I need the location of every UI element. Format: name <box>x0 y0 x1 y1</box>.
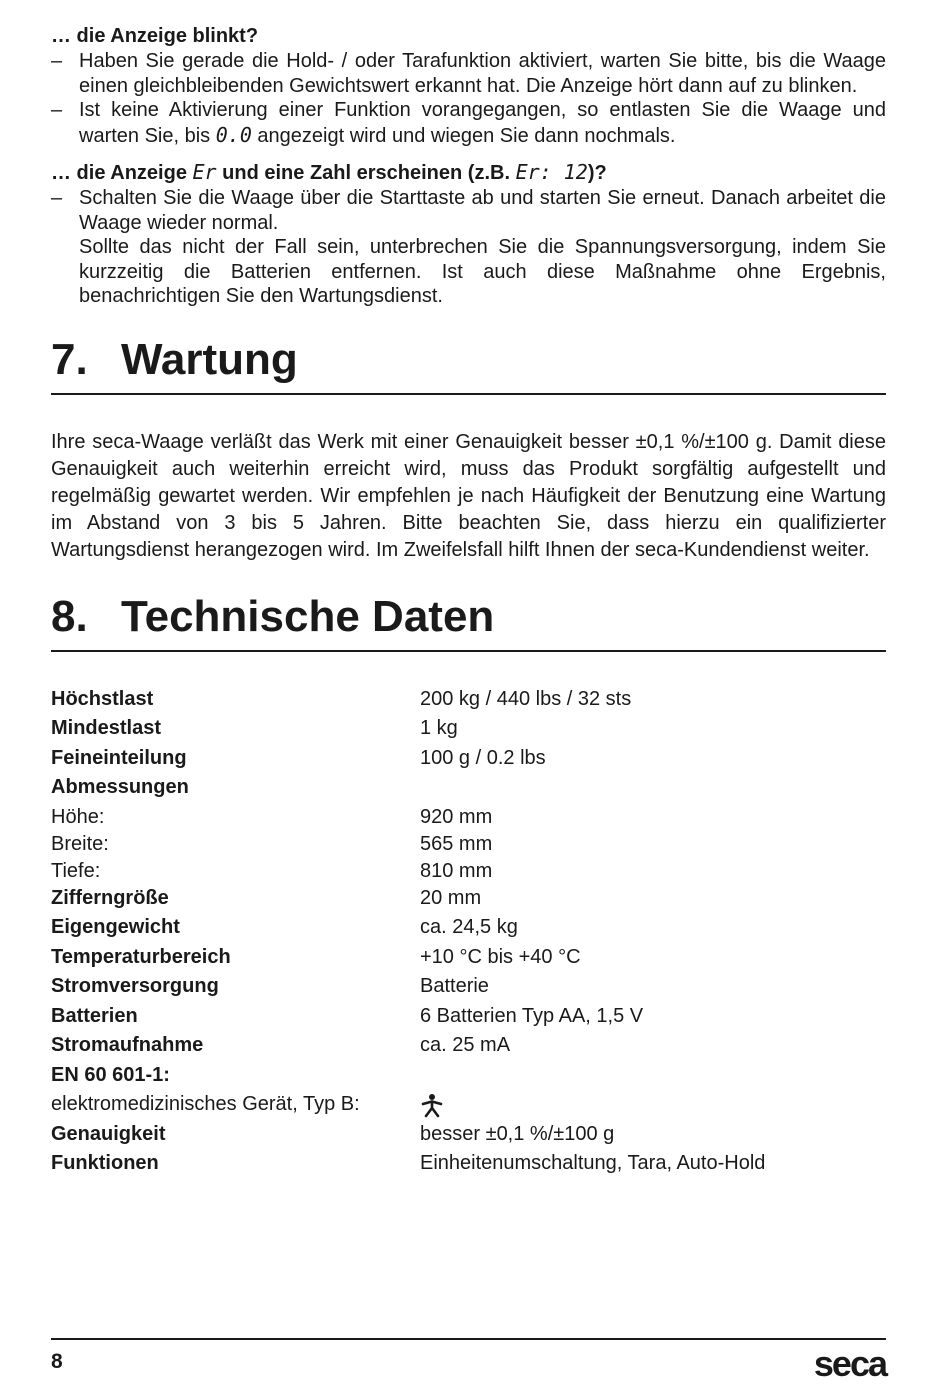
faq-question-error: … die Anzeige Er und eine Zahl erscheinen (z.B. Er: 12)? <box>51 160 607 184</box>
spec-row: Feineinteilung 100 g / 0.2 lbs <box>51 746 546 769</box>
spec-row: Höhe: 920 mm <box>51 805 493 828</box>
faq-answers-blinking <box>51 49 886 148</box>
display-readout: 0.0 <box>215 122 252 147</box>
section-heading-wartung: 7. Wartung <box>51 335 886 395</box>
spec-row: Genauigkeit besser ±0,1 %/±100 g <box>51 1122 615 1145</box>
faq-answer: – Ist keine Aktivierung einer Funktion vorangegangen, so entlasten Sie die Waage und warten Sie, bis 0.0 angezeigt wird und wiegen Sie dann nochmals. <box>51 99 886 147</box>
faq-answers-error <box>51 186 886 309</box>
spec-row: Abmessungen <box>51 776 189 798</box>
spec-row: Zifferngröße 20 mm <box>51 886 482 909</box>
spec-table <box>51 688 886 1182</box>
spec-row: Stromaufnahme ca. 25 mA <box>51 1034 511 1056</box>
spec-row: elektromedizinisches Gerät, Typ B: <box>51 1093 886 1123</box>
display-readout: Er <box>192 160 217 184</box>
display-readout: Er: 12 <box>515 160 588 184</box>
spec-row: Temperaturbereich +10 °C bis +40 °C <box>51 945 581 968</box>
page-footer <box>51 1338 886 1384</box>
section-heading-technische-daten: 8. Technische Daten <box>51 592 886 652</box>
faq-answer-text: Schalten Sie die Waage über die Starttaste ab und starten Sie erneut. Danach arbeitet die Waage wieder normal. <box>79 187 886 234</box>
spec-row: Batterien 6 Batterien Typ AA, 1,5 V <box>51 1004 644 1027</box>
faq-answer-text: Sollte das nicht der Fall sein, unterbrechen Sie die Spannungsversorgung, indem Sie kurzzeitig die Batterien entfernen. Ist auch diese Maßnahme ohne Ergebnis, benachrichtigen Sie den Wartungsdienst. <box>79 236 886 307</box>
spec-row: Höchstlast 200 kg / 440 lbs / 32 sts <box>51 687 632 710</box>
spec-row: Eigengewicht ca. 24,5 kg <box>51 916 518 938</box>
page-number: 8 <box>51 1350 63 1373</box>
spec-row: Mindestlast 1 kg <box>51 717 458 739</box>
seca-logo: seca <box>813 1343 886 1384</box>
spec-row: EN 60 601-1: <box>51 1063 170 1086</box>
faq-answer-text: angezeigt wird und wiegen Sie dann nochmals. <box>257 124 676 147</box>
person-type-b-icon <box>420 1093 444 1119</box>
faq-answer: – Schalten Sie die Waage über die Starttaste ab und starten Sie erneut. Danach arbeitet die Waage wieder normal. Sollte das nicht der Fall sein, unterbrechen Sie die Spannungsversorgung, indem Sie kurzzeitig die Batterien entfernen. Ist auch diese Maßnahme ohne Ergebnis, benachrichtigen Sie den Wartungsdienst. <box>51 187 886 307</box>
spec-row: Funktionen Einheitenumschaltung, Tara, Auto-Hold <box>51 1152 766 1174</box>
spec-row: Tiefe: 810 mm <box>51 859 493 882</box>
spec-row: Breite: 565 mm <box>51 832 493 855</box>
faq-answer-text: Ist keine Aktivierung einer Funktion vorangegangen, so entlasten Sie die Waage und warten Sie, bis <box>79 99 886 147</box>
faq-question-blinking: … die Anzeige blinkt? <box>51 25 259 47</box>
wartung-paragraph: Ihre seca-Waage verläßt das Werk mit einer Genauigkeit besser ±0,1 %/±100 g. Damit diese Genauigkeit auch weiterhin erreicht wird, muss das Produkt sorgfältig aufgestellt und regelmäßig gewartet werden. Wir empfehlen je nach Häufigkeit der Benutzung eine Wartung im Abstand von 3 bis 5 Jahren. Bitte beachten Sie, dass hierzu ein qualifizierter Wartungsdienst herangezogen wird. Im Zweifelsfall hilft Ihnen der seca-Kundendienst weiter. <box>51 430 886 561</box>
faq-answer: – Haben Sie gerade die Hold- / oder Tarafunktion aktiviert, warten Sie bitte, bis die Waage einen gleichbleibenden Gewichtswert erkannt hat. Die Anzeige hört dann auf zu blinken. <box>51 50 886 97</box>
faq-answer-text: Haben Sie gerade die Hold- / oder Tarafunktion aktiviert, warten Sie bitte, bis die Waage einen gleichbleibenden Gewichtswert erkannt hat. Die Anzeige hört dann auf zu blinken. <box>79 50 886 97</box>
page-content <box>51 24 886 1182</box>
spec-row: Stromversorgung Batterie <box>51 975 489 997</box>
